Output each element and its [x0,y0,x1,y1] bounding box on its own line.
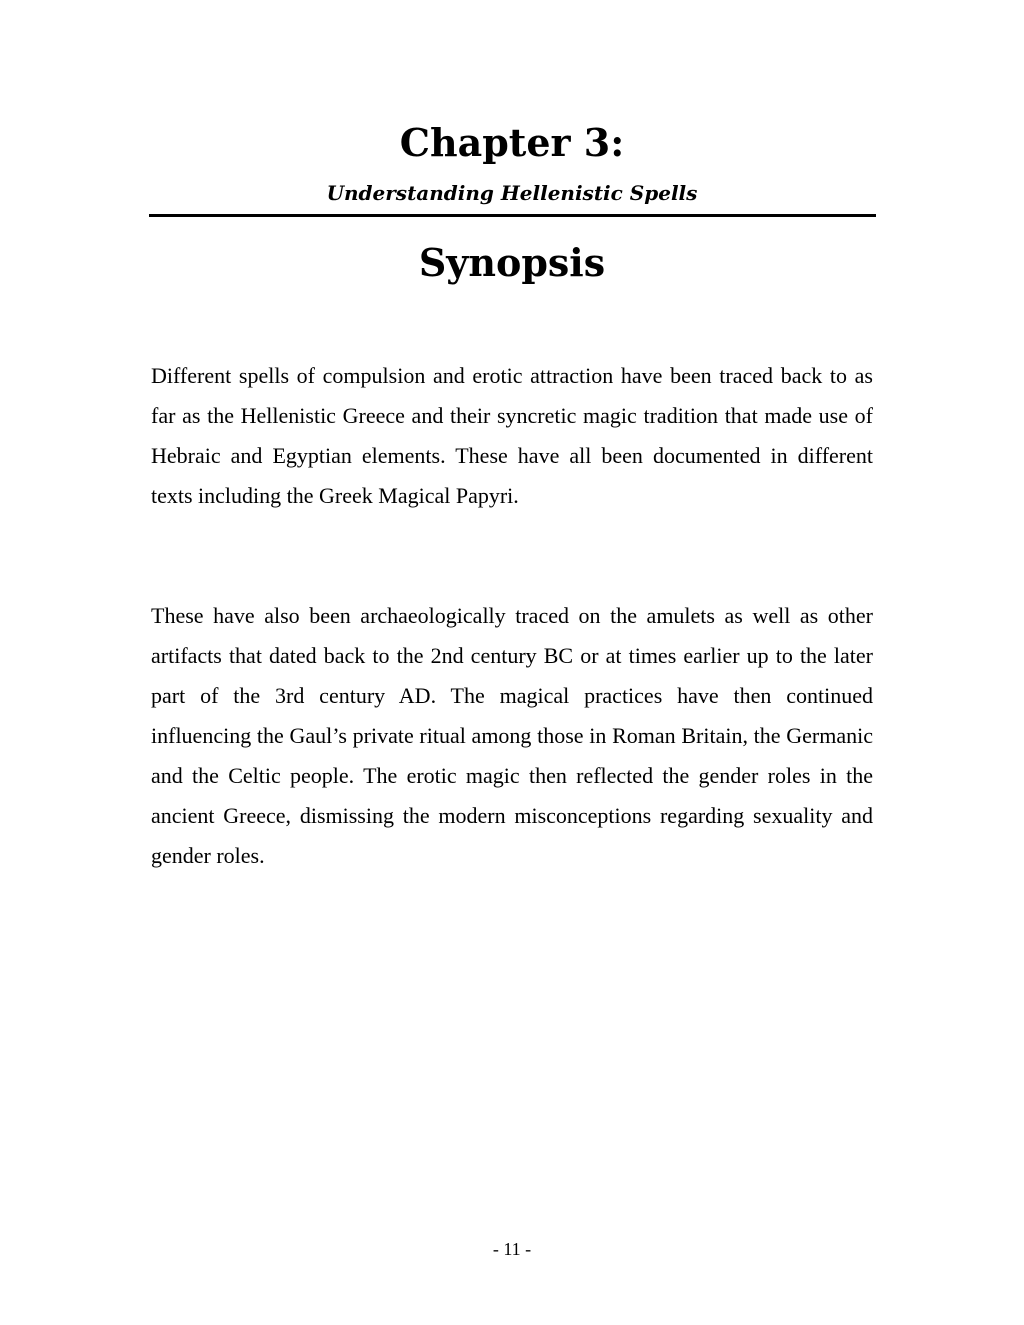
body-paragraph: These have also been archaeologically traced on the amulets as well as other artifacts that dated back to the 2nd century BC or at times earlier up to the later part of the 3rd century AD. The magical practices have then continued influencing the Gaul’s private ritual among those in Roman Britain, the Germanic and the Celtic people. The erotic magic then reflected the gender roles in the ancient Greece, dismissing the modern misconceptions regarding sexuality and gender roles. [151,603,873,868]
chapter-title: Chapter 3: [399,120,625,165]
section-title: Synopsis [418,240,606,285]
page-number: - 11 - [492,1239,532,1259]
chapter-subtitle: Understanding Hellenistic Spells [326,181,698,205]
body-paragraph: Different spells of compulsion and erotic attraction have been traced back to as far as the Hellenistic Greece and their syncretic magic tradition that made use of Hebraic and Egyptian elements. These have all been documented in different texts including the Greek Magical Papyri. [151,363,873,508]
heading-divider [149,214,876,217]
